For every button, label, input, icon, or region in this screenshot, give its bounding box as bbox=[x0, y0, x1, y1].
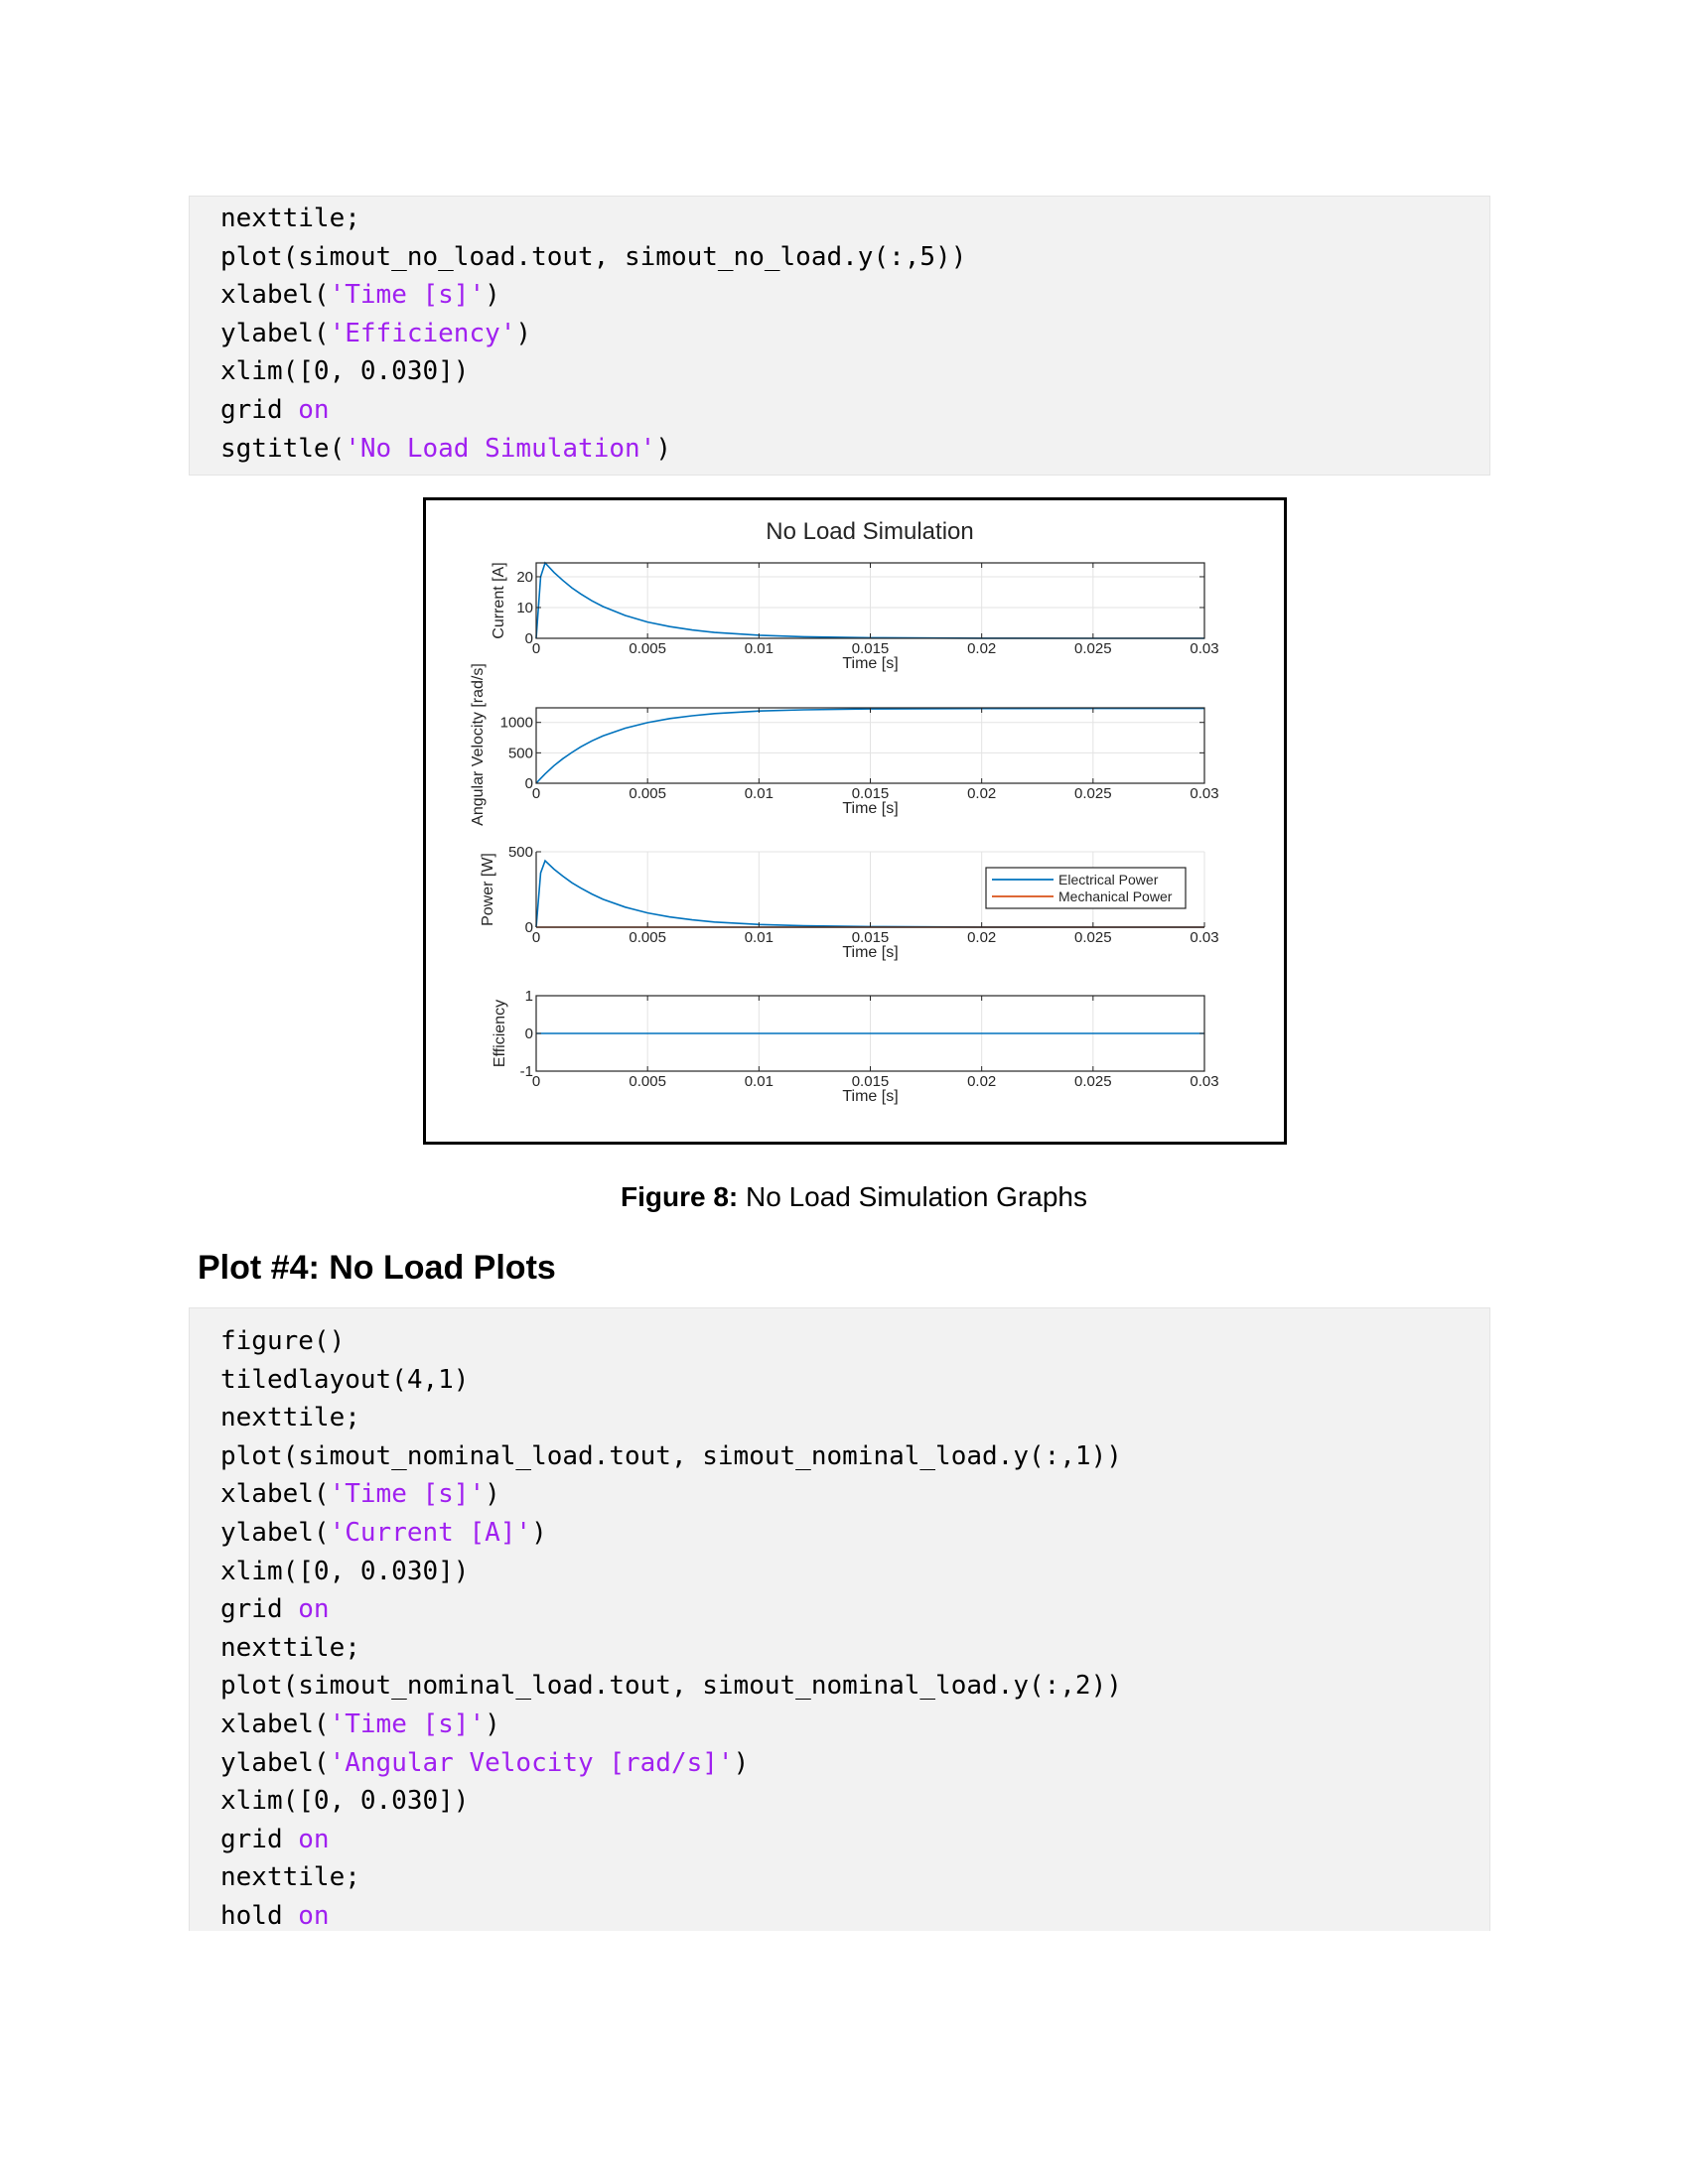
code-string: on bbox=[298, 394, 330, 425]
code-line bbox=[220, 1744, 1489, 1783]
x-tick-label: 0.03 bbox=[1190, 1073, 1219, 1090]
code-string: 'Angular Velocity [rad/s]' bbox=[329, 1747, 734, 1778]
x-tick-label: 0.025 bbox=[1074, 1073, 1112, 1090]
code-text: ylabel( bbox=[220, 1517, 330, 1548]
code-string: on bbox=[298, 1900, 330, 1931]
y-tick-label: 0 bbox=[524, 630, 533, 647]
caption-text: No Load Simulation Graphs bbox=[738, 1181, 1087, 1212]
x-tick-label: 0 bbox=[531, 1073, 541, 1090]
y-tick-label: 20 bbox=[516, 568, 533, 586]
code-text: ) bbox=[485, 1479, 500, 1510]
x-tick-label: 0.005 bbox=[629, 929, 666, 946]
x-tick-label: 0.025 bbox=[1074, 785, 1112, 802]
x-tick-label: 0.01 bbox=[744, 785, 774, 802]
code-text: grid bbox=[220, 394, 299, 425]
code-line bbox=[220, 1514, 1489, 1553]
code-text: ) bbox=[655, 433, 671, 464]
code-block-1 bbox=[189, 196, 1490, 476]
code-text: xlabel( bbox=[220, 1708, 330, 1739]
code-string: on bbox=[298, 1824, 330, 1854]
x-tick-label: 0.005 bbox=[629, 1073, 666, 1090]
y-tick-label: 500 bbox=[507, 844, 533, 861]
code-line bbox=[220, 1667, 1489, 1706]
subplot-3 bbox=[480, 844, 1219, 961]
code-line bbox=[220, 1437, 1489, 1476]
code-text: plot(simout_nominal_load.tout, simout_nominal_load.y(:,2)) bbox=[220, 1671, 1122, 1702]
code-string: 'Current [A]' bbox=[329, 1517, 532, 1548]
y-tick-label: 10 bbox=[516, 599, 533, 616]
x-tick-label: 0 bbox=[531, 640, 541, 657]
subplot-4 bbox=[492, 988, 1219, 1105]
code-line bbox=[220, 1629, 1489, 1668]
section-heading: Plot #4: No Load Plots bbox=[198, 1249, 556, 1287]
code-line bbox=[220, 315, 1489, 353]
code-text: xlabel( bbox=[220, 280, 330, 311]
x-tick-label: 0.01 bbox=[744, 1073, 774, 1090]
code-text: ylabel( bbox=[220, 1747, 330, 1778]
chart-title: No Load Simulation bbox=[766, 518, 974, 545]
x-tick-label: 0.015 bbox=[851, 929, 890, 946]
x-tick-label: 0.02 bbox=[967, 640, 997, 657]
caption-label: Figure 8: bbox=[621, 1181, 739, 1212]
code-text: plot(simout_nominal_load.tout, simout_nominal_load.y(:,1)) bbox=[220, 1440, 1122, 1471]
code-text: ylabel( bbox=[220, 318, 330, 348]
code-line bbox=[220, 1858, 1489, 1897]
code-text: nexttile; bbox=[220, 204, 360, 233]
y-axis-label: Efficiency bbox=[492, 999, 508, 1068]
x-tick-label: 0.02 bbox=[967, 929, 997, 946]
code-text: tiledlayout(4,1) bbox=[220, 1364, 470, 1395]
y-tick-label: 0 bbox=[524, 775, 533, 792]
x-tick-label: 0.025 bbox=[1074, 640, 1112, 657]
y-axis-label: Current [A] bbox=[491, 562, 507, 639]
no-load-simulation-chart bbox=[426, 500, 1284, 1142]
y-tick-label: 1 bbox=[524, 988, 533, 1005]
code-text: nexttile; bbox=[220, 1403, 360, 1433]
code-text: xlabel( bbox=[220, 1479, 330, 1510]
y-axis-label: Power [W] bbox=[480, 853, 496, 926]
code-line bbox=[220, 1821, 1489, 1859]
code-text: ) bbox=[485, 280, 500, 311]
code-line bbox=[220, 276, 1489, 315]
code-line bbox=[220, 1475, 1489, 1514]
figure-8 bbox=[423, 497, 1287, 1145]
legend bbox=[986, 868, 1186, 908]
figure-caption bbox=[0, 1181, 1688, 1213]
code-string: 'Time [s]' bbox=[329, 1479, 486, 1510]
x-tick-label: 0 bbox=[531, 929, 541, 946]
x-tick-label: 0.03 bbox=[1190, 640, 1219, 657]
code-line bbox=[220, 1590, 1489, 1629]
x-tick-label: 0.015 bbox=[851, 640, 890, 657]
code-line bbox=[220, 430, 1489, 469]
code-line bbox=[220, 391, 1489, 430]
code-text: ) bbox=[733, 1747, 750, 1778]
subplot-1 bbox=[491, 562, 1219, 672]
code-text: plot(simout_no_load.tout, simout_no_load.y(:,5)) bbox=[220, 241, 967, 272]
code-block-2 bbox=[189, 1307, 1490, 1931]
code-text: xlim([0, 0.030]) bbox=[220, 1556, 470, 1586]
x-axis-label: Time [s] bbox=[842, 1088, 899, 1105]
code-text: xlim([0, 0.030]) bbox=[220, 356, 470, 387]
x-tick-label: 0.005 bbox=[629, 640, 666, 657]
code-text: nexttile; bbox=[220, 1862, 360, 1893]
code-text: figure() bbox=[220, 1326, 346, 1356]
subplot-2 bbox=[470, 663, 1219, 826]
y-tick-label: 0 bbox=[524, 1025, 533, 1042]
code-text: ) bbox=[531, 1517, 547, 1548]
code-text: grid bbox=[220, 1824, 299, 1854]
x-tick-label: 0.025 bbox=[1074, 929, 1112, 946]
code-line bbox=[220, 1553, 1489, 1591]
x-tick-label: 0.02 bbox=[967, 1073, 997, 1090]
y-tick-label: 500 bbox=[507, 745, 533, 762]
code-string: 'Time [s]' bbox=[329, 1708, 486, 1739]
code-text: ) bbox=[515, 318, 532, 348]
x-tick-label: 0.005 bbox=[629, 785, 666, 802]
code-text: ) bbox=[485, 1708, 500, 1739]
legend-label: Mechanical Power bbox=[1058, 888, 1173, 904]
x-axis-label: Time [s] bbox=[842, 655, 899, 672]
code-text: sgtitle( bbox=[220, 433, 346, 464]
x-axis-label: Time [s] bbox=[842, 944, 899, 961]
code-line bbox=[220, 200, 1489, 238]
x-axis-label: Time [s] bbox=[842, 800, 899, 817]
legend-label: Electrical Power bbox=[1058, 872, 1159, 887]
code-text: grid bbox=[220, 1594, 299, 1625]
x-tick-label: 0.01 bbox=[744, 929, 774, 946]
code-line bbox=[220, 1897, 1489, 1936]
code-line bbox=[220, 352, 1489, 391]
code-text: hold bbox=[220, 1900, 299, 1931]
x-tick-label: 0.03 bbox=[1190, 929, 1219, 946]
x-tick-label: 0.015 bbox=[851, 785, 890, 802]
code-string: 'Time [s]' bbox=[329, 280, 486, 311]
x-tick-label: 0.015 bbox=[851, 1073, 890, 1090]
code-text: xlim([0, 0.030]) bbox=[220, 1786, 470, 1817]
y-tick-label: 0 bbox=[524, 919, 533, 936]
code-line bbox=[220, 238, 1489, 277]
y-tick-label: 1000 bbox=[499, 714, 533, 732]
code-string: 'Efficiency' bbox=[329, 318, 516, 348]
code-line bbox=[220, 1706, 1489, 1744]
x-tick-label: 0.02 bbox=[967, 785, 997, 802]
y-axis-label: Angular Velocity [rad/s] bbox=[470, 663, 487, 826]
y-tick-label: -1 bbox=[519, 1063, 533, 1080]
x-tick-label: 0.01 bbox=[744, 640, 774, 657]
code-line bbox=[220, 1782, 1489, 1821]
code-string: 'No Load Simulation' bbox=[345, 433, 656, 464]
code-line bbox=[220, 1361, 1489, 1400]
code-line bbox=[220, 1399, 1489, 1437]
code-string: on bbox=[298, 1594, 330, 1625]
code-line bbox=[220, 1322, 1489, 1361]
code-text: nexttile; bbox=[220, 1632, 360, 1663]
x-tick-label: 0.03 bbox=[1190, 785, 1219, 802]
x-tick-label: 0 bbox=[531, 785, 541, 802]
